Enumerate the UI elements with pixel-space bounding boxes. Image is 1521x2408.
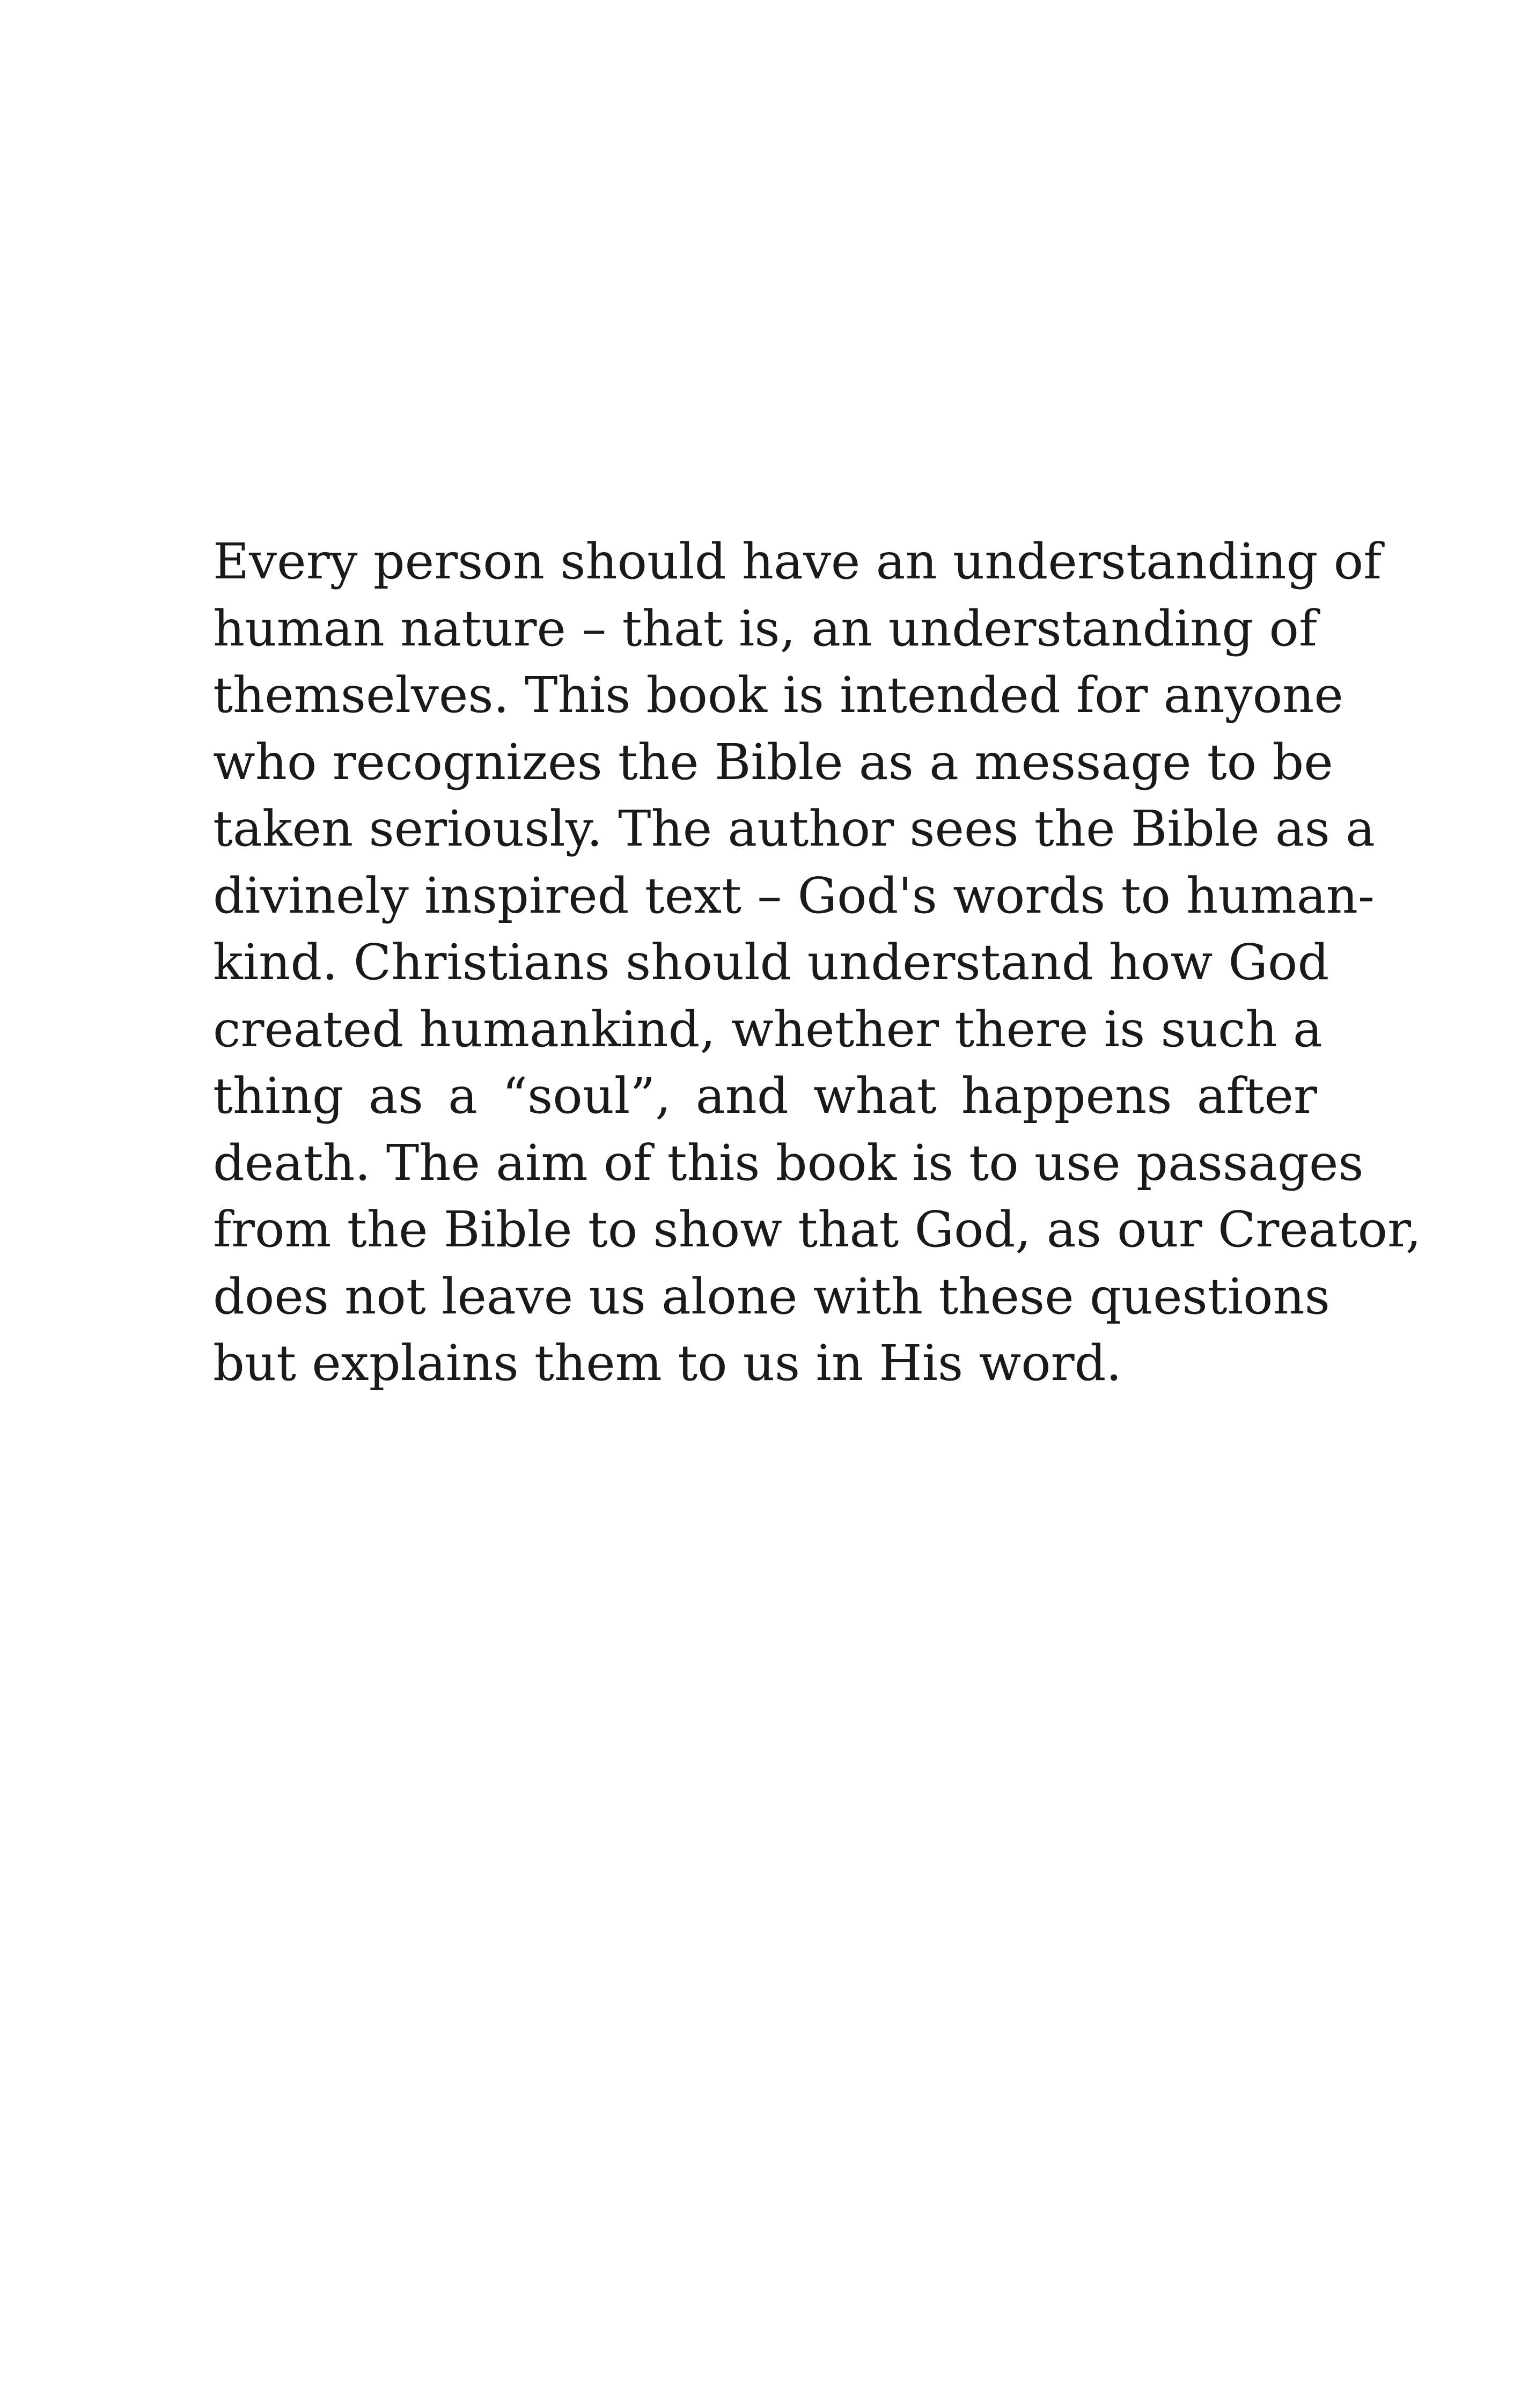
blurb-line: themselves. This book is intended for anyone: [213, 666, 1343, 724]
blurb-line: taken seriously. The author sees the Bible as a: [213, 800, 1375, 857]
blurb-line: death. The aim of this book is to use passages: [213, 1134, 1364, 1192]
blurb-line: created humankind, whether there is such a: [213, 1000, 1322, 1058]
blurb-line: does not leave us alone with these questions: [213, 1267, 1330, 1325]
blurb-line: divinely inspired text – God's words to human-: [213, 867, 1375, 924]
blurb-paragraph: [213, 528, 1422, 1397]
blurb-line: but explains them to us in His word.: [213, 1334, 1122, 1392]
blurb-line: kind. Christians should understand how God: [213, 934, 1329, 991]
blurb-line: Every person should have an understanding of: [213, 533, 1382, 590]
blurb-line: human nature – that is, an understanding of: [213, 599, 1317, 657]
blurb-line: from the Bible to show that God, as our Creator,: [213, 1201, 1422, 1258]
blurb-line: thing as a “soul”, and what happens after: [213, 1067, 1317, 1125]
blurb-line: who recognizes the Bible as a message to be: [213, 733, 1333, 791]
